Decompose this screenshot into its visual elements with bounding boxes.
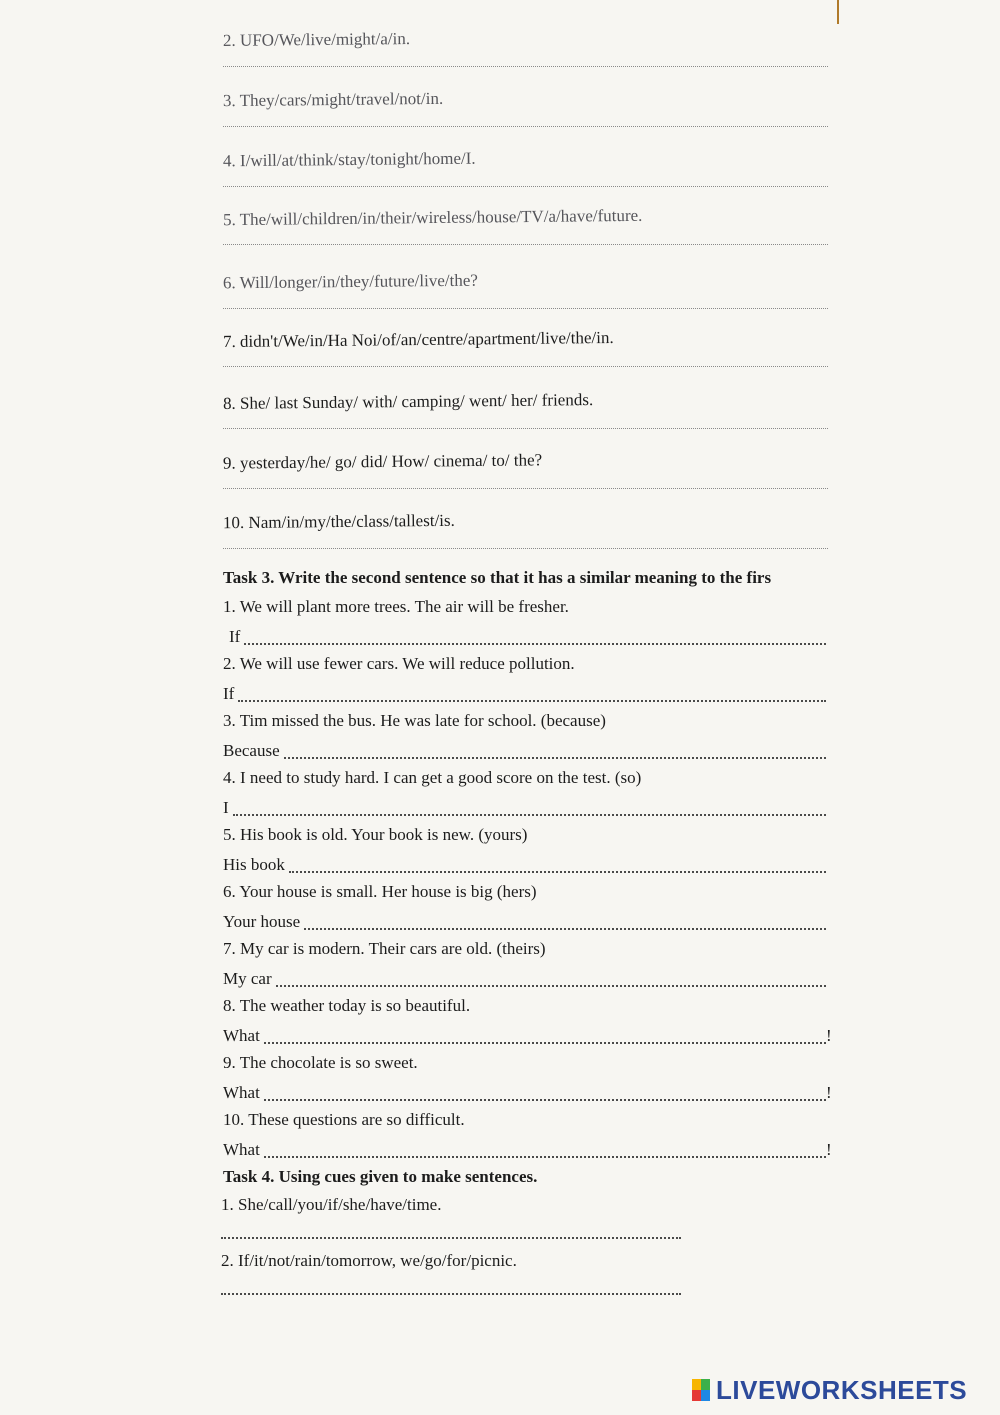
answer-line[interactable] [289,871,826,873]
answer-prefix: I [223,798,229,817]
exercise-item: 9. yesterday/he/ go/ did/ How/ cinema/ to/ the? [222,450,543,473]
exercise-item: 5. His book is old. Your book is new. (yours) [223,825,528,844]
answer-line[interactable] [223,126,828,127]
exercise-item: 8. She/ last Sunday/ with/ camping/ went/ her/ friends. [222,390,594,413]
exercise-item: 8. The weather today is so beautiful. [223,996,471,1015]
exercise-item: 7. didn't/We/in/Ha Noi/of/an/centre/apartment/live/the/in. [222,327,614,352]
answer-line[interactable] [223,186,828,187]
answer-line[interactable] [223,548,828,549]
answer-prefix: Your house [223,912,301,931]
watermark-text: LIVEWORKSHEETS [716,1374,968,1405]
exercise-item: 3. They/cars/might/travel/not/in. [222,88,444,111]
exercise-item: 10. These questions are so difficult. [223,1110,465,1129]
exercise-item: 6. Your house is small. Her house is big (hers) [223,882,537,901]
answer-line[interactable] [233,814,826,816]
answer-line[interactable] [264,1042,826,1044]
answer-line[interactable] [223,428,828,429]
exercise-item: 7. My car is modern. Their cars are old. (theirs) [223,939,546,958]
answer-line[interactable] [223,488,828,489]
answer-line[interactable] [221,1293,681,1295]
answer-line[interactable] [264,1156,826,1158]
exercise-item: 2. UFO/We/live/might/a/in. [222,29,411,50]
answer-line[interactable] [221,1237,681,1239]
exclamation-mark: ! [826,1026,832,1045]
exercise-item: 4. I need to study hard. I can get a good score on the test. (so) [223,768,642,787]
task3-heading: Task 3. Write the second sentence so that it has a similar meaning to the firs [223,568,772,587]
answer-prefix: What [223,1026,260,1045]
exercise-item: 5. The/will/children/in/their/wireless/house/TV/a/have/future. [222,205,643,230]
answer-prefix: My car [223,969,272,988]
answer-line[interactable] [284,757,826,759]
liveworksheets-logo-icon [692,1379,710,1401]
exclamation-mark: ! [826,1140,832,1159]
exercise-item: 1. We will plant more trees. The air will be fresher. [223,597,569,616]
exercise-item: 9. The chocolate is so sweet. [223,1053,418,1072]
task4-heading: Task 4. Using cues given to make sentences. [223,1167,538,1186]
answer-line[interactable] [238,700,826,702]
exclamation-mark: ! [826,1083,832,1102]
answer-line[interactable] [223,244,828,245]
page-edge-mark [837,0,839,24]
answer-prefix: His book [223,855,285,874]
answer-line[interactable] [264,1099,826,1101]
exercise-item: 6. Will/longer/in/they/future/live/the? [222,270,478,293]
answer-line[interactable] [304,928,826,930]
answer-prefix: If [229,627,241,646]
answer-prefix: What [223,1083,260,1102]
answer-line[interactable] [223,308,828,309]
answer-prefix: If [223,684,235,703]
answer-prefix: What [223,1140,260,1159]
answer-line[interactable] [223,66,828,67]
liveworksheets-watermark [692,1375,992,1405]
exercise-item: 1. She/call/you/if/she/have/time. [221,1195,442,1214]
exercise-item: 2. We will use fewer cars. We will reduce pollution. [223,654,575,673]
answer-prefix: Because [223,741,280,760]
exercise-item: 3. Tim missed the bus. He was late for school. (because) [223,711,606,730]
answer-line[interactable] [276,985,826,987]
answer-line[interactable] [244,643,826,645]
exercise-item: 2. If/it/not/rain/tomorrow, we/go/for/picnic. [221,1251,517,1270]
answer-line[interactable] [223,366,828,367]
exercise-item: 4. I/will/at/think/stay/tonight/home/I. [222,148,476,171]
exercise-item: 10. Nam/in/my/the/class/tallest/is. [222,510,455,533]
